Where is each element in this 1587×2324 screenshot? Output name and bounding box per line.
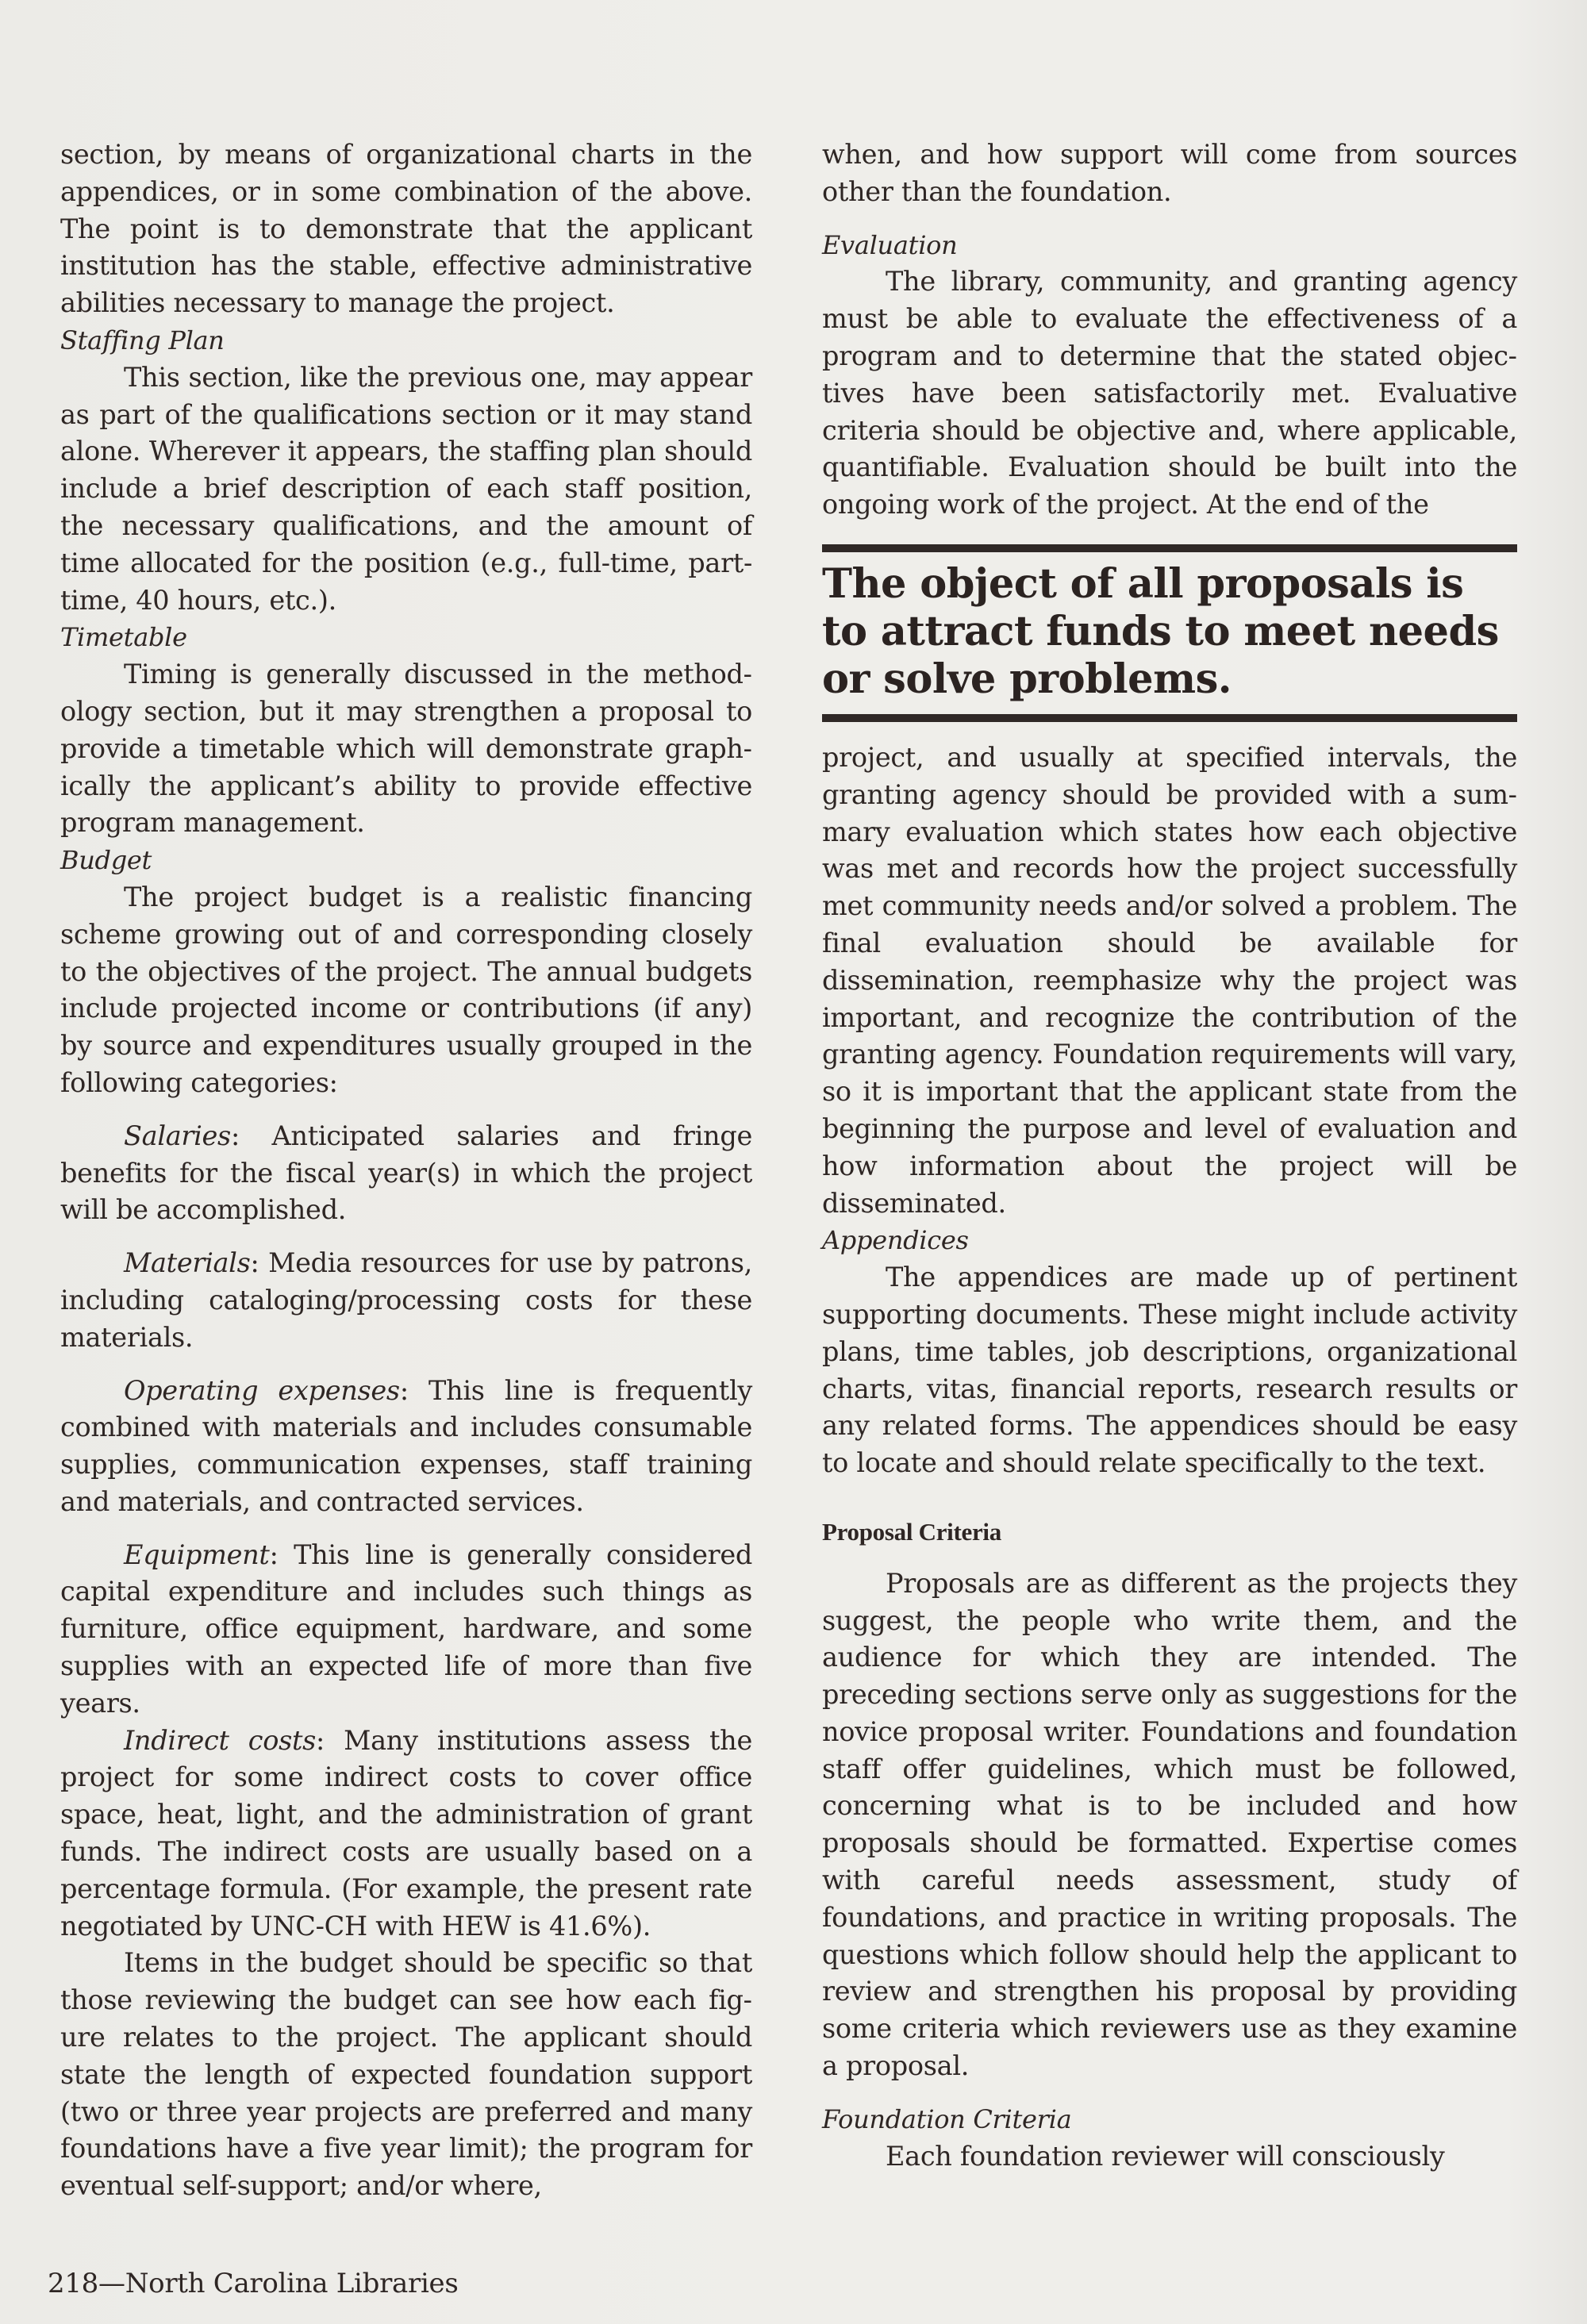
paragraph-budget: The project budget is a realistic financing scheme growing out of and corresponding closely to the objectives of the project. The annual budgets include projected income or contributions (if any) by source and expenditures usually grouped in the following categories: [60, 881, 752, 1098]
heading-staffing-plan: Staffing Plan [60, 325, 225, 355]
budget-desc: : Many institutions assess the project for some indirect costs to cover office space, heat, light, and the administration of grant funds. The indirect costs are usually based on a percentage formula. (For example, the present rate negotiated by UNC-CH with HEW is 41.6%). [60, 1724, 752, 1942]
heading-budget: Budget [60, 845, 152, 876]
page-footer: 218—North Carolina Libraries [48, 2268, 459, 2299]
heading-proposal-criteria: Proposal Criteria [822, 1517, 1001, 1546]
budget-term: Operating expenses [124, 1374, 400, 1406]
budget-term: Indirect costs [124, 1724, 317, 1756]
paragraph-evaluation-continued: project, and usually at specified intervals, the granting agency should be provided with a summary evaluation which states how each objective was met and records how the project successfully met community needs and/or solved a problem. The final evaluation should be available for dissemination, reemphasize why the project was important, and recognize the contribution of the granting agency. Foundation requirements will vary, so it is important that the applicant state from the beginning the purpose and level of evaluation and how information about the project will be disseminated. [822, 741, 1517, 1219]
pull-quote-text: The object of all proposals is to attract funds to meet needs or solve problems. [822, 559, 1499, 703]
heading-evaluation: Evaluation [822, 229, 958, 260]
pull-quote [822, 544, 1517, 722]
budget-term: Salaries [124, 1120, 231, 1151]
heading-foundation-criteria: Foundation Criteria [822, 2103, 1072, 2134]
budget-desc: : Media resources for use by patrons, including cataloging/processing costs for these materials. [60, 1247, 752, 1353]
paragraph-proposal-criteria: Proposals are as different as the projects they suggest, the people who write them, and the audience for which they are intended. The preceding sections serve only as suggestions for the novice proposal writer. Foundations and foundation staff offer guidelines, which must be followed, concerning what is to be included and how proposals should be formatted. Expertise comes with careful needs assessment, study of foundations, and practice in writing proposals. The questions which follow should help the applicant to review and strengthen his proposal by providing some criteria which reviewers use as they examine a proposal. [822, 1567, 1517, 2082]
budget-item-indirect-costs [60, 1723, 752, 1946]
paragraph-budget-items: Items in the budget should be specific so that those reviewing the budget can see how each figure relates to the project. The applicant should state the length of expected foundation support (two or three year projects are preferred and many foundations have a five year limit); the program for eventual self-support; and/or where, [60, 1947, 752, 2202]
budget-desc: : Anticipated salaries and fringe benefits for the fiscal year(s) in which the project will be accomplished. [60, 1120, 752, 1226]
budget-desc: : This line is frequently combined with materials and includes consumable supplies, communication expenses, staff training and materials, and contracted services. [60, 1374, 753, 1517]
heading-appendices: Appendices [822, 1225, 969, 1256]
left-column [60, 136, 752, 2205]
budget-term: Materials [124, 1247, 251, 1279]
paragraph-foundation-criteria: Each foundation reviewer will consciously [886, 2140, 1445, 2172]
heading-timetable: Timetable [60, 622, 187, 653]
budget-item-operating-expenses [60, 1373, 752, 1521]
paragraph-timetable: Timing is generally discussed in the methodology section, but it may strengthen a proposal to provide a timetable which will demonstrate graphically the applicant’s ability to provide effective program management. [60, 659, 752, 839]
budget-desc: : This line is generally considered capital expenditure and includes such things as furniture, office equipment, hardware, and some supplies with an expected life of more than five years. [60, 1538, 752, 1719]
paragraph-staffing-plan: This section, like the previous one, may appear as part of the qualifications section or it may stand alone. Wherever it appears, the staffing plan should include a brief description of each staff position, the necessary qualifications, and the amount of time allocated for the position (e.g., full-time, part-time, 40 hours, etc.). [60, 361, 752, 616]
budget-item-materials [60, 1245, 752, 1356]
budget-item-equipment [60, 1537, 752, 1723]
budget-term: Equipment [124, 1538, 270, 1570]
paragraph-appendices: The appendices are made up of pertinent supporting documents. These might include activity plans, time tables, job descriptions, organizational charts, vitas, financial reports, research results or any related forms. The appendices should be easy to locate and should relate specifically to the text. [822, 1262, 1517, 1479]
right-column [822, 136, 1517, 2175]
paragraph-evaluation: The library, community, and granting agency must be able to evaluate the effectiveness of a program and to determine that the stated objectives have been satisfactorily met. Evaluative criteria should be objective and, where applicable, quantifiable. Evaluation should be built into the ongoing work of the project. At the end of the [822, 266, 1517, 520]
budget-item-salaries [60, 1118, 752, 1229]
paragraph-intro: section, by means of organizational charts in the appendices, or in some combination of the above. The point is to demonstrate that the applicant institution has the stable, effective administrative abilities necessary to manage the project. [60, 139, 752, 319]
paragraph-continuation: when, and how support will come from sources other than the foundation. [822, 139, 1517, 207]
